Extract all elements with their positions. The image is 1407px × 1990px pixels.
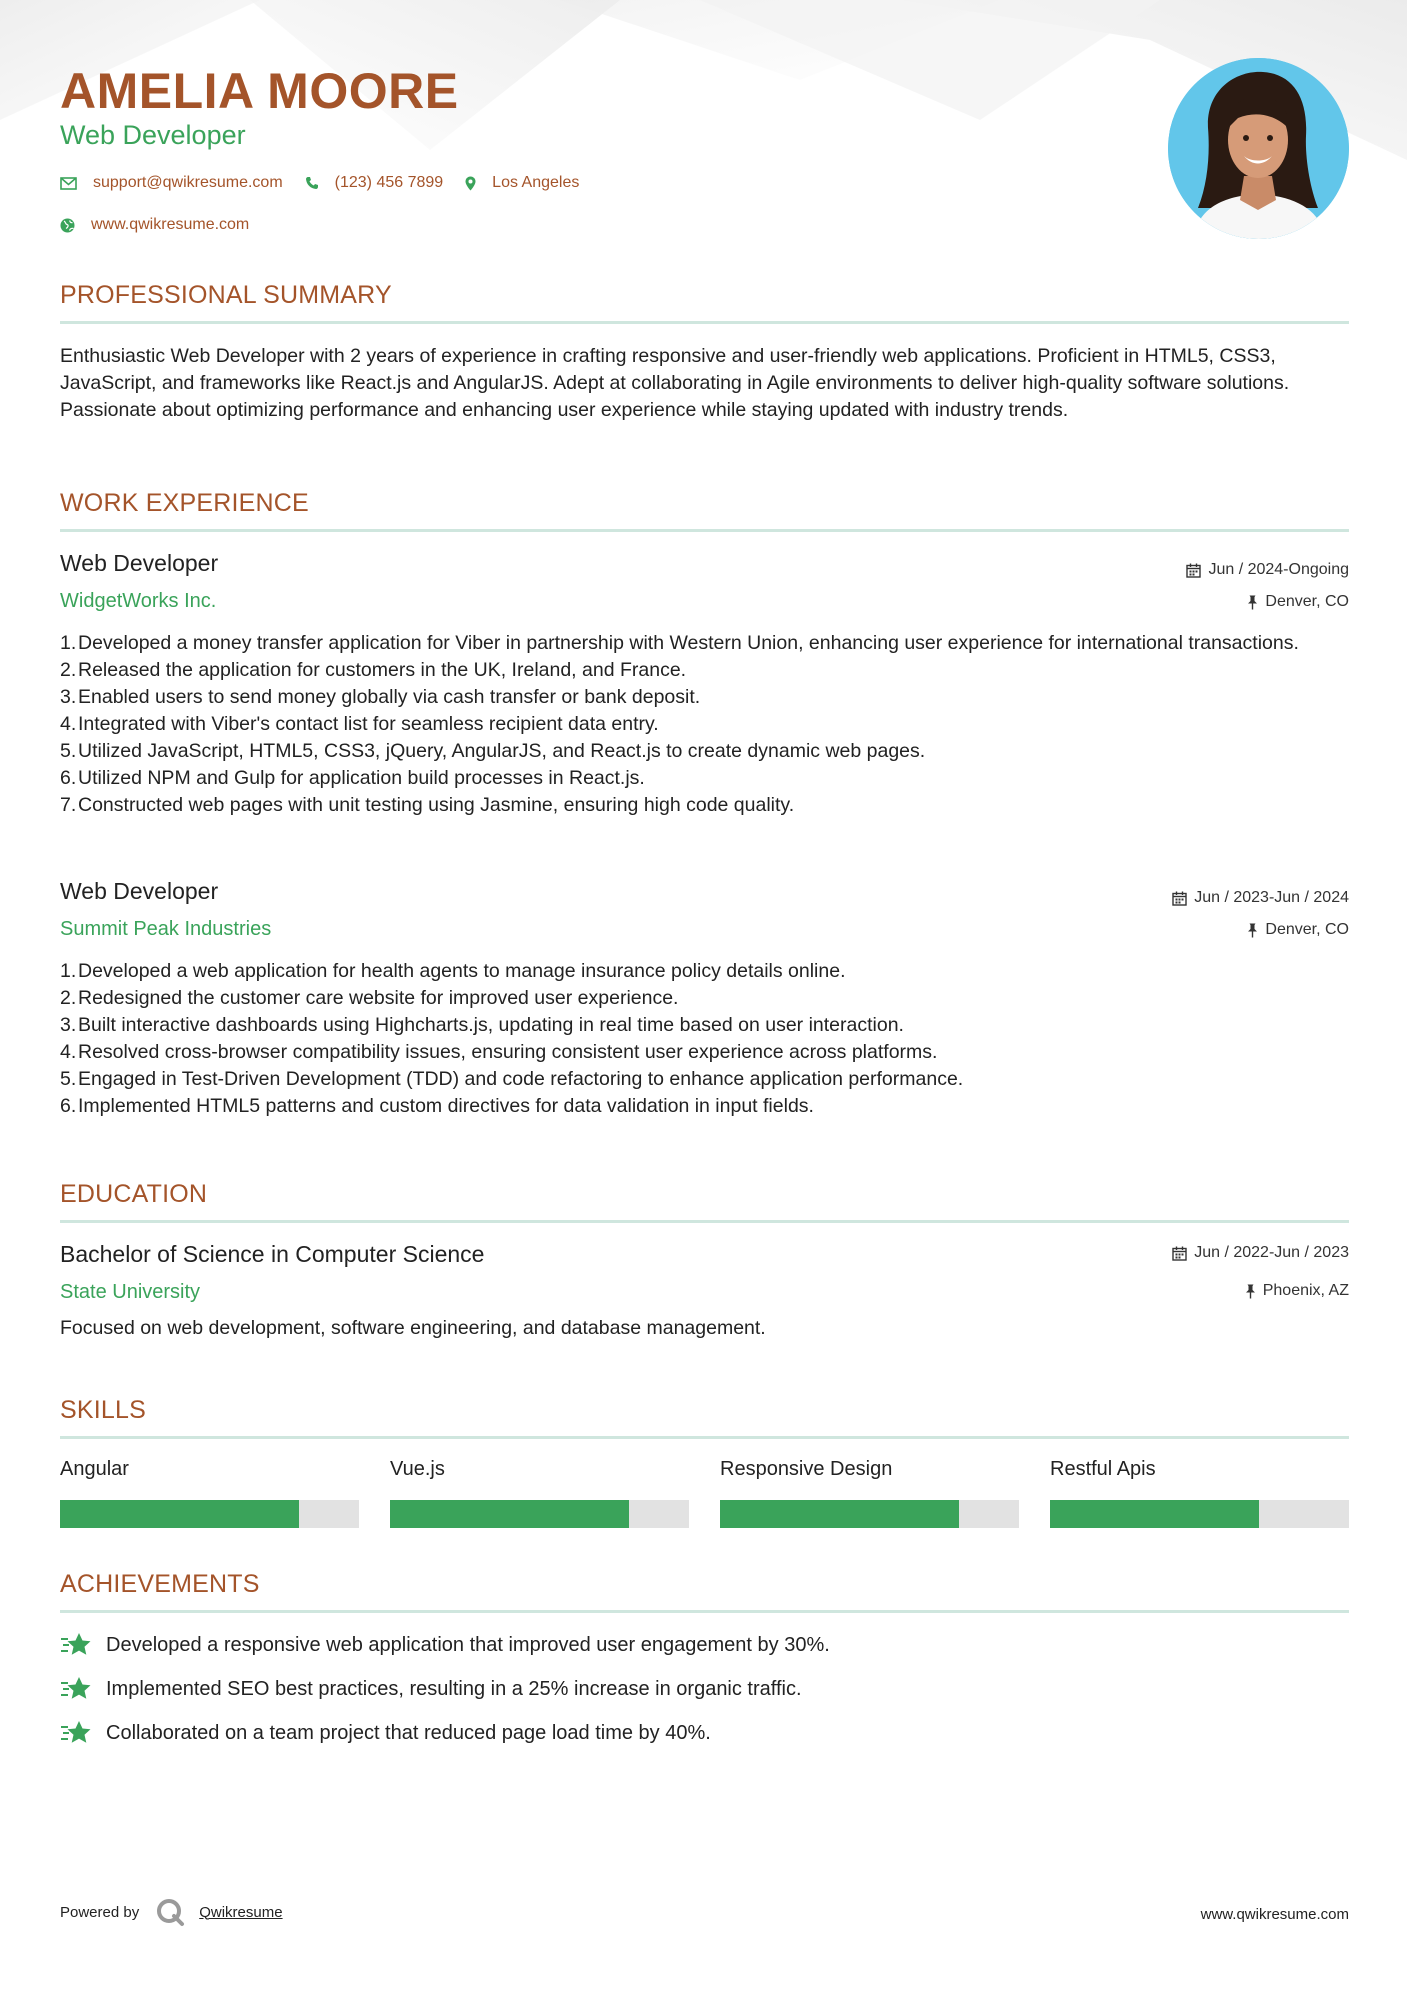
list-item: 3. Enabled users to send money globally via cash transfer or bank deposit. [60,686,701,708]
summary-heading: PROFESSIONAL SUMMARY [60,281,392,309]
contact-row-website [60,216,271,234]
job-location-text: Denver, CO [1265,593,1349,610]
achievement-item [60,1675,802,1703]
list-item: 2. Redesigned the customer care website for improved user experience. [60,987,679,1009]
achievement-text: Collaborated on a team project that reduced page load time by 40%. [106,1721,711,1744]
summary-text: Enthusiastic Web Developer with 2 years of experience in crafting responsive and user-friendly web applications. Proficient in HTML5, CSS3, JavaScript, and frameworks like React.js and AngularJS. Adept at collaborating in Agile environments to deliver high-quality software solutions. Passionate about optimizing performance and enhancing user experience while staying updated with industry trends. [60,345,1290,421]
job-company: WidgetWorks Inc. [60,590,217,612]
education-degree: Bachelor of Science in Computer Science [60,1241,485,1267]
avatar-illustration [1168,58,1349,239]
footer-website[interactable]: www.qwikresume.com [1200,1906,1349,1923]
contact-website[interactable] [60,216,249,234]
phone-text: (123) 456 7899 [334,174,444,191]
skill-bar-fill [60,1500,299,1528]
list-item: 3. Built interactive dashboards using Highcharts.js, updating in real time based on user interaction. [60,1014,904,1036]
skill-item [60,1458,359,1528]
powered-by-label: Powered by [60,1903,140,1921]
education-dates [1172,1244,1349,1262]
job-location-text: Denver, CO [1265,921,1349,938]
calendar-icon [1172,891,1187,906]
calendar-icon [1172,1246,1187,1261]
contact-phone[interactable] [305,174,444,192]
list-item: 6. Implemented HTML5 patterns and custom directives for data validation in input fields. [60,1095,814,1117]
footer-powered-by [60,1897,283,1927]
education-dates-text: Jun / 2022-Jun / 2023 [1194,1244,1349,1261]
calendar-icon [1186,563,1201,578]
job-title: Web Developer [60,878,219,904]
contact-row [60,174,601,192]
profile-photo [1168,58,1349,239]
list-item: 6. Utilized NPM and Gulp for application build processes in React.js. [60,767,645,789]
achievement-text: Implemented SEO best practices, resulting in a 25% increase in organic traffic. [106,1677,802,1700]
experience-heading: WORK EXPERIENCE [60,489,309,517]
skill-bar-fill [720,1500,959,1528]
section-divider [60,529,1349,532]
phone-icon [305,176,319,190]
education-location [1245,1282,1349,1300]
job-dates-text: Jun / 2024-Ongoing [1208,561,1349,578]
skill-bar-fill [390,1500,629,1528]
skill-item [390,1458,689,1528]
location-text: Los Angeles [492,174,580,191]
job-company: Summit Peak Industries [60,918,272,940]
qwikresume-link[interactable]: Qwikresume [199,1903,283,1921]
skill-item [1050,1458,1349,1528]
job-location [1247,921,1349,939]
map-pin-icon [465,176,476,191]
website-text: www.qwikresume.com [91,216,250,233]
skill-bar [390,1500,689,1528]
skill-item [720,1458,1019,1528]
education-school: State University [60,1281,201,1303]
section-divider [60,1220,1349,1223]
star-icon [60,1719,92,1747]
section-divider [60,321,1349,324]
globe-icon [60,218,75,233]
qwikresume-logo-icon [155,1897,185,1927]
envelope-icon [60,177,77,190]
job-title: Web Developer [60,550,219,576]
skill-name: Restful Apis [1050,1458,1156,1480]
education-description: Focused on web development, software engineering, and database management. [60,1317,766,1339]
job-dates [1172,889,1349,907]
job-dates-text: Jun / 2023-Jun / 2024 [1194,889,1349,906]
education-location-text: Phoenix, AZ [1262,1282,1349,1299]
pushpin-icon [1245,1284,1256,1299]
list-item: 2. Released the application for customers in the UK, Ireland, and France. [60,659,687,681]
achievements-heading: ACHIEVEMENTS [60,1570,260,1598]
candidate-name: AMELIA MOORE [60,63,459,119]
skill-bar [60,1500,359,1528]
list-item: 4. Resolved cross-browser compatibility issues, ensuring consistent user experience across platforms. [60,1041,938,1063]
candidate-title: Web Developer [60,120,246,150]
contact-email[interactable] [60,174,283,192]
achievement-item [60,1719,711,1747]
list-item: 1. Developed a web application for health agents to manage insurance policy details online. [60,960,846,982]
pushpin-icon [1247,595,1258,610]
job-dates [1186,561,1349,579]
list-item: 5. Utilized JavaScript, HTML5, CSS3, jQuery, AngularJS, and React.js to create dynamic web pages. [60,740,926,762]
list-item: 7. Constructed web pages with unit testing using Jasmine, ensuring high code quality. [60,794,795,816]
job-bullets [60,958,1349,1120]
achievement-text: Developed a responsive web application that improved user engagement by 30%. [106,1633,830,1656]
list-item: 4. Integrated with Viber's contact list for seamless recipient data entry. [60,713,659,735]
contact-location [465,174,579,192]
star-icon [60,1675,92,1703]
skill-name: Angular [60,1458,129,1480]
pushpin-icon [1247,923,1258,938]
education-heading: EDUCATION [60,1180,208,1208]
skill-name: Responsive Design [720,1458,893,1480]
resume-page [60,0,1349,1990]
job-location [1247,593,1349,611]
skill-bar-fill [1050,1500,1259,1528]
section-divider [60,1610,1349,1613]
skill-name: Vue.js [390,1458,445,1480]
email-text: support@qwikresume.com [93,174,283,191]
skill-bar [1050,1500,1349,1528]
job-bullets [60,630,1349,819]
section-divider [60,1436,1349,1439]
skill-bar [720,1500,1019,1528]
skills-heading: SKILLS [60,1396,146,1424]
list-item: 5. Engaged in Test-Driven Development (TDD) and code refactoring to enhance application performance. [60,1068,964,1090]
achievement-item [60,1631,830,1659]
star-icon [60,1631,92,1659]
list-item: 1. Developed a money transfer application for Viber in partnership with Western Union, enhancing user experience for international transactions. [60,632,1299,654]
